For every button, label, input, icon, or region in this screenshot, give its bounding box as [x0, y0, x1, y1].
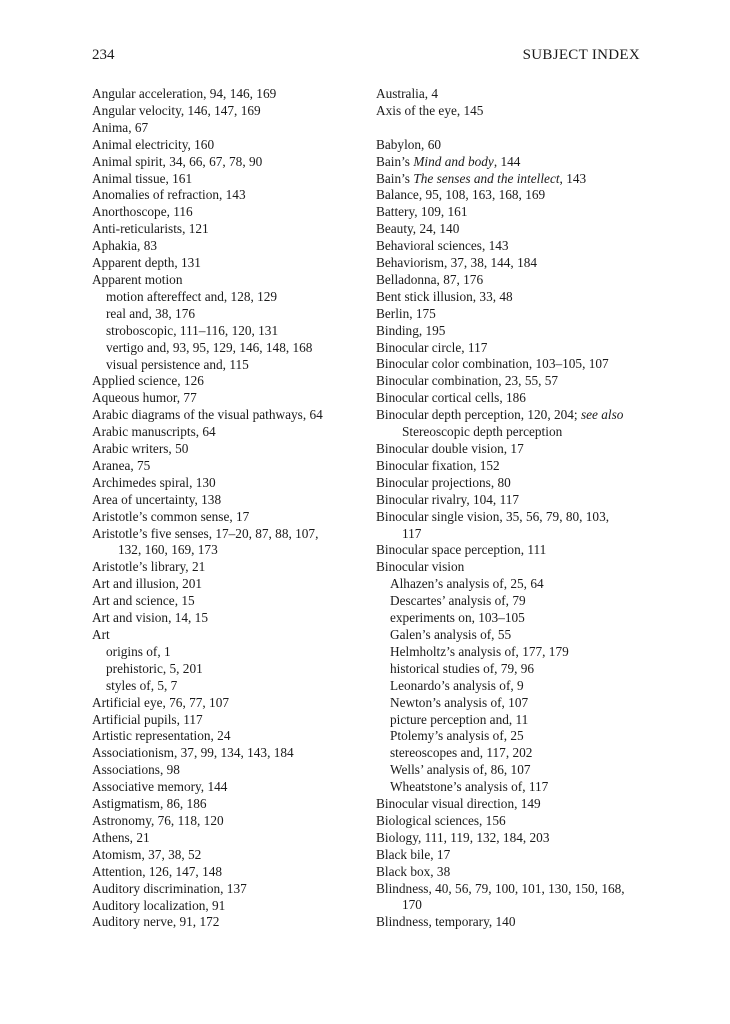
index-entry: Applied science, 126	[92, 373, 204, 389]
index-entry: Anima, 67	[92, 119, 149, 135]
index-entry: Apparent motion	[92, 271, 183, 287]
index-entry: Animal tissue, 161	[92, 170, 193, 186]
index-entry: Belladonna, 87, 176	[376, 271, 484, 287]
index-subentry: Descartes’ analysis of, 79	[390, 593, 526, 609]
index-entry: Aqueous humor, 77	[92, 390, 197, 406]
index-entry: Arabic manuscripts, 64	[92, 424, 216, 440]
index-entry: Black bile, 17	[376, 846, 451, 862]
index-subentry: Wheatstone’s analysis of, 117	[390, 779, 549, 795]
index-entry: Astronomy, 76, 118, 120	[92, 812, 224, 828]
index-entry: Associations, 98	[92, 762, 180, 778]
index-entry: Archimedes spiral, 130	[92, 474, 216, 490]
index-entry: Angular acceleration, 94, 146, 169	[92, 86, 277, 101]
index-entry: Binocular visual direction, 149	[376, 796, 541, 812]
index-entry: Binocular color combination, 103–105, 107	[376, 356, 609, 372]
index-subentry: stroboscopic, 111–116, 120, 131	[106, 322, 279, 338]
index-entry-continuation: Stereoscopic depth perception	[402, 424, 563, 440]
section-gap	[376, 120, 644, 137]
index-entry: Athens, 21	[92, 829, 150, 845]
index-entry: Art and illusion, 201	[92, 576, 203, 592]
index-subentry: Galen’s analysis of, 55	[390, 626, 512, 642]
index-subentry: real and, 38, 176	[106, 305, 195, 321]
index-entry: Arabic diagrams of the visual pathways, 64	[92, 407, 323, 423]
running-head: SUBJECT INDEX	[522, 47, 640, 63]
index-entry: Aristotle’s five senses, 17–20, 87, 88, 107,	[92, 525, 319, 541]
index-column-right	[376, 86, 644, 931]
index-entry: Bent stick illusion, 33, 48	[376, 288, 513, 304]
index-entry: Binocular circle, 117	[376, 339, 488, 355]
index-entry: Beauty, 24, 140	[376, 221, 460, 237]
index-entry: Axis of the eye, 145	[376, 102, 484, 118]
index-entry: Aristotle’s common sense, 17	[92, 508, 250, 524]
index-entry: Binocular vision	[376, 559, 465, 575]
index-entry: Bain’s Mind and body, 144	[376, 153, 521, 169]
index-subentry: Ptolemy’s analysis of, 25	[390, 728, 524, 744]
index-entry: Australia, 4	[376, 86, 439, 101]
index-entry: Blindness, 40, 56, 79, 100, 101, 130, 150, 168,	[376, 880, 625, 896]
index-subentry: vertigo and, 93, 95, 129, 146, 148, 168	[106, 339, 313, 355]
index-entry: Binding, 195	[376, 322, 446, 338]
index-entry: Aranea, 75	[92, 457, 151, 473]
index-subentry: motion aftereffect and, 128, 129	[106, 288, 278, 304]
index-entry: Artificial pupils, 117	[92, 711, 203, 727]
index-entry: Berlin, 175	[376, 305, 436, 321]
index-entry: Balance, 95, 108, 163, 168, 169	[376, 187, 546, 203]
index-entry: Animal electricity, 160	[92, 136, 215, 152]
index-entry: Arabic writers, 50	[92, 441, 189, 457]
index-subentry: stereoscopes and, 117, 202	[390, 745, 533, 761]
index-entry: Associative memory, 144	[92, 779, 228, 795]
index-entry: Binocular depth perception, 120, 204; see also	[376, 407, 624, 423]
index-entry: Apparent depth, 131	[92, 255, 201, 271]
index-entry: Behavioral sciences, 143	[376, 238, 509, 254]
index-entry: Auditory localization, 91	[92, 897, 226, 913]
index-entry: Angular velocity, 146, 147, 169	[92, 102, 261, 118]
index-entry: Attention, 126, 147, 148	[92, 863, 223, 879]
index-entry: Artistic representation, 24	[92, 728, 231, 744]
index-subentry: experiments on, 103–105	[390, 610, 525, 626]
index-entry: Behaviorism, 37, 38, 144, 184	[376, 255, 538, 271]
index-entry: Binocular rivalry, 104, 117	[376, 491, 520, 507]
index-subentry: Wells’ analysis of, 86, 107	[390, 762, 531, 778]
index-entry: Anti-reticularists, 121	[92, 221, 209, 237]
index-entry: Astigmatism, 86, 186	[92, 796, 207, 812]
index-entry: Animal spirit, 34, 66, 67, 78, 90	[92, 153, 263, 169]
index-subentry: Newton’s analysis of, 107	[390, 694, 529, 710]
index-subentry: Alhazen’s analysis of, 25, 64	[390, 576, 544, 592]
page-number: 234	[92, 47, 115, 63]
index-entry: Anomalies of refraction, 143	[92, 187, 246, 203]
index-entry: Art	[92, 627, 110, 642]
index-entry: Art and vision, 14, 15	[92, 610, 208, 626]
index-entry: Binocular space perception, 111	[376, 542, 547, 558]
index-entry: Biological sciences, 156	[376, 812, 506, 828]
index-entry-continuation: 117	[402, 525, 422, 541]
index-entry: Anorthoscope, 116	[92, 204, 193, 220]
index-entry: Area of uncertainty, 138	[92, 491, 222, 507]
index-entry: Babylon, 60	[376, 136, 442, 152]
index-entry-continuation: 170	[402, 897, 422, 913]
index-entry: Binocular double vision, 17	[376, 441, 524, 457]
index-entry: Associationism, 37, 99, 134, 143, 184	[92, 745, 294, 761]
index-entry: Artificial eye, 76, 77, 107	[92, 694, 229, 710]
index-entry: Binocular cortical cells, 186	[376, 390, 526, 406]
index-entry: Battery, 109, 161	[376, 204, 468, 220]
index-entry: Binocular single vision, 35, 56, 79, 80, 103,	[376, 508, 610, 524]
index-entry: Binocular projections, 80	[376, 474, 511, 490]
index-entry-continuation: 132, 160, 169, 173	[118, 542, 218, 558]
index-subentry: historical studies of, 79, 96	[390, 660, 535, 676]
index-entry: Auditory discrimination, 137	[92, 880, 247, 896]
index-entry: Binocular combination, 23, 55, 57	[376, 373, 559, 389]
index-subentry: visual persistence and, 115	[106, 356, 249, 372]
index-subentry: origins of, 1	[106, 643, 171, 659]
index-entry: Aphakia, 83	[92, 238, 157, 254]
index-subentry: Helmholtz’s analysis of, 177, 179	[390, 643, 569, 659]
index-entry: Black box, 38	[376, 863, 451, 879]
index-subentry: Leonardo’s analysis of, 9	[390, 677, 524, 693]
index-subentry: prehistoric, 5, 201	[106, 660, 203, 676]
index-entry: Atomism, 37, 38, 52	[92, 846, 202, 862]
index-entry: Art and science, 15	[92, 593, 195, 609]
index-column-left	[92, 86, 360, 931]
index-entry: Bain’s The senses and the intellect, 143	[376, 170, 587, 186]
index-entry: Auditory nerve, 91, 172	[92, 914, 220, 930]
page-header	[92, 44, 640, 66]
index-entry: Blindness, temporary, 140	[376, 914, 516, 930]
index-entry: Binocular fixation, 152	[376, 457, 500, 473]
index-entry: Biology, 111, 119, 132, 184, 203	[376, 829, 550, 845]
index-subentry: styles of, 5, 7	[106, 677, 178, 693]
index-subentry: picture perception and, 11	[390, 711, 529, 727]
index-entry: Aristotle’s library, 21	[92, 559, 206, 575]
